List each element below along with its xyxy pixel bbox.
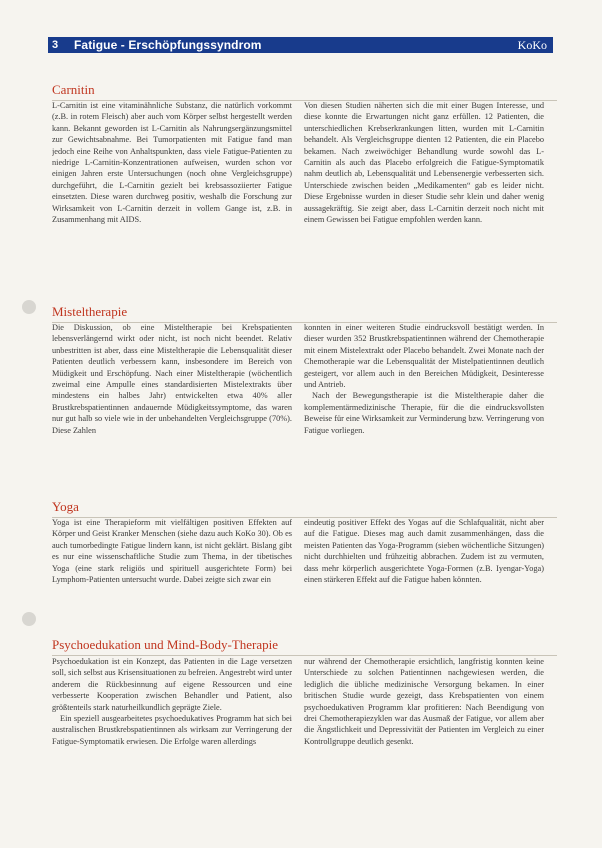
page-title: Fatigue - Erschöpfungssyndrom xyxy=(74,38,262,52)
hole-punch-dot xyxy=(22,612,36,626)
yoga-left-column xyxy=(52,517,292,609)
section-heading-misteltherapie: Misteltherapie xyxy=(52,304,128,319)
brand-logo: KoKo xyxy=(517,38,547,52)
yoga-right-column xyxy=(304,517,544,609)
carnitin-left-column xyxy=(52,100,292,295)
hole-punch-dot xyxy=(22,300,36,314)
paragraph: Von diesen Studien näherten sich die mit einer Bugen Interesse, und diese konnte die Erwartungen nicht ganz erfüllen. 12 Patienten, die unterschiedlichen Krebserkrankungen litten, wurden mit L-Carnitin behandelt. Als Vergleichsgruppe dienten 12 Patienten, die ein Placebo bekamen. Nach zweiwöchiger Behandlung wurde sowohl das L-Carnitin als auch das Placebo erfolgreich die Fatigue-Symptomatik nahm deutlich ab, Lebensqualität und Lebensenergie verbesserten sich. Unterschiede zwischen beiden „Medikamenten“ gab es leider nicht. Diese Ergebnisse wurden in dieser Studie sehr klein und daher wenig aussagekräftig. Sie zeigt aber, dass L-Carnitin derzeit noch nicht mit einem Gewissen bei Fatigue empfohlen werden kann. xyxy=(304,101,544,225)
paragraph: Ein speziell ausgearbeitetes psychoedukatives Programm hat sich bei australischen Brustkrebspatientinnen als wirksam zur Verringerung der Fatigue-Symptomatik erwiesen. Die Erfolge waren allerdings xyxy=(52,714,292,746)
psychoedukation-left-column xyxy=(52,656,292,776)
section-heading-psychoedukation: Psychoedukation und Mind-Body-Therapie xyxy=(52,637,279,652)
paragraph: Die Diskussion, ob eine Misteltherapie bei Krebspatienten lebensverlängernd wirkt oder nicht, ist noch nicht beendet. Relativ unbestritten ist aber, dass eine Misteltherapie die Lebensqualität dieser Patienten deutlich verbessern kann, insbesondere im Bereich von Müdigkeit und Erschöpfung. Nach einer Misteltherapie (wöchentlich zweimal eine Ampulle eines standardisierten Mistelextrakts über mindestens ein halbes Jahr) entwickelten etwa 40% aller Brustkrebspatientinnen andauernde Müdigkeitssymptome, das waren nur gut halb so viele wie in der unbehandelten Vergleichsgruppe (70%). Diese Zahlen xyxy=(52,323,292,435)
section-heading-yoga: Yoga xyxy=(52,499,79,514)
misteltherapie-left-column xyxy=(52,322,292,482)
paragraph: Psychoedukation ist ein Konzept, das Patienten in die Lage versetzen soll, sich selbst aus Krisensituationen zu befreien. Angestrebt wird unter anderem die Rückbesinnung auf eigene Ressourcen und eine verbesserte Kooperation zwischen Behandler und Patient, also größtenteils stark naturheilkundlich geprägte Ziele. xyxy=(52,657,292,712)
paragraph: eindeutig positiver Effekt des Yogas auf die Schlafqualität, nicht aber auf die Fatigue. Dieses mag auch damit zusammenhängen, dass die meisten Patienten das Yoga-Programm (sieben wöchentliche Sitzungen) nicht durchhielten und frühzeitig abbrachen. Zudem ist zu vermuten, dass mehr körperlich ausgerichtete Yoga-Formen (z.B. Iyengar-Yoga) einen stärkeren Effekt auf die Fatigue haben könnten. xyxy=(304,518,544,585)
header-bar xyxy=(48,37,553,53)
paragraph: nur während der Chemotherapie ersichtlich, langfristig konnten keine Unterschiede zu solchen Patientinnen nachgewiesen werden, die lediglich die übliche medizinische Versorgung bekamen. In einer britischen Studie wurde gezeigt, dass Krebspatienten von einem psychoedukativen Programm klar profitieren: Nach Beendigung von drei Chemotherapiezyklen war das Ausmaß der Fatigue, vor allem aber die Ängstlichkeit und Depressivität der Patienten im Vergleich zu einer Kontrollgruppe deutlich gesenkt. xyxy=(304,657,544,746)
page-number: 3 xyxy=(52,39,59,51)
section-heading-carnitin: Carnitin xyxy=(52,82,95,97)
misteltherapie-right-column xyxy=(304,322,544,482)
carnitin-right-column xyxy=(304,100,544,290)
paragraph: L-Carnitin ist eine vitaminähnliche Substanz, die natürlich vorkommt (z.B. in rotem Fleisch) aber auch vom Körper selbst hergestellt werden kann. Bekannt geworden ist L-Carnitin als Nahrungsergänzungsmittel zur Gewichtsabnahme. Bei Tumorpatienten mit Fatigue fand man jedoch eine Reihe von Anhaltspunkten, dass viele Fatigue-Patienten zu niedrige L-Carnitin-Konzentrationen aufweisen, wurden schon vor einigen Jahren erste Untersuchungen (noch ohne Vergleichsgruppe) durchgeführt, die L-Carnitin gezielt bei krebsassoziierter Fatigue einsetzten. Diese waren durchweg positiv, weshalb die Forschung zur Wirksamkeit von L-Carnitin derzeit in vollem Gange ist, z.B. in Zusammenhang mit AIDS. xyxy=(52,101,292,225)
paragraph: Yoga ist eine Therapieform mit vielfältigen positiven Effekten auf Körper und Geist Kranker Menschen (siehe dazu auch KoKo 30). Ob es auch tumorbedingte Fatigue lindern kann, ist nicht geklärt. Bislang gibt es nur eine wissenschaftliche Studie zum Thema, in der tibetisches Yoga (eine stark religiös und spirituell ausgerichtete Form) bei Lymphom-Patienten untersucht wurde. Dabei zeigte sich zwar ein xyxy=(52,518,292,585)
paragraph: Nach der Bewegungstherapie ist die Misteltherapie daher die komplementärmedizinische Therapie, für die die eindrucksvollsten Beweise für eine Wirksamkeit zur Verminderung bzw. Verringerung von Fatigue vorliegen. xyxy=(304,391,544,435)
psychoedukation-right-column xyxy=(304,656,544,776)
paragraph: konnten in einer weiteren Studie eindrucksvoll bestätigt werden. In dieser wurden 352 Brustkrebspatientinnen während der Chemotherapie mit einem Mistelextrakt oder Placebo behandelt. Zwei Monate nach der Chemotherapie war die Lebensqualität der Mistelpatientinnen deutlich gesteigert, vor allem auch in den Bereichen Müdigkeit, Desinteresse und Antrieb. xyxy=(304,323,544,390)
